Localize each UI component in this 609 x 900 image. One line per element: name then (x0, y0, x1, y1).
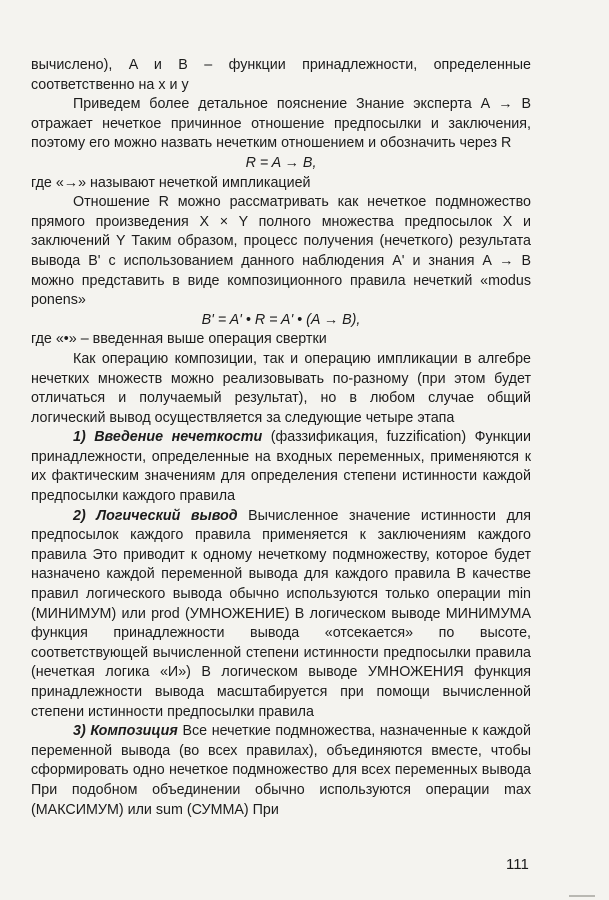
paragraph-stage-inference (31, 507, 531, 723)
paragraph-relation-r: Отношение R можно рассматривать как нечеткое подмножество прямого произведения X × Y полного множества предпосылок X и заключений Y Таким образом, процесс получения (нечеткого) результата вывода B' с использованием данного наблюдения A' и знания A → B можно представить в виде композиционного правила нечеткий «modus ponens» (31, 194, 531, 309)
heading-inference: 2) Логический вывод (73, 507, 238, 524)
page-edge-mark (569, 895, 595, 897)
text-fuzzification: (фаззификация, fuzzification) Функции принадлежности, определенные на входных переменных, применяются к их фактическим значениям для определения степени истинности каждой предпосылки каждого правила (31, 429, 531, 505)
page-number: 111 (506, 856, 529, 873)
paragraph-expert-knowledge: Приведем более детальное пояснение Знание эксперта A → B отражает нечеткое причинное отношение предпосылки и заключения, поэтому его можно назвать нечетким отношением и обозначить через R (31, 96, 531, 152)
paragraph-membership-functions: вычислено), A и B – функции принадлежности, определенные соответственно на x и y (31, 57, 531, 93)
page-body (31, 56, 531, 820)
paragraph-stage-fuzzification (31, 428, 531, 506)
paragraph-convolution-definition: где «•» – введенная выше операция свертки (31, 331, 327, 348)
paragraph-four-stages: Как операцию композиции, так и операцию импликации в алгебре нечетких множеств можно реализовывать по-разному (при этом будет отличаться и получаемый результат), но в любом случае общий логический вывод осуществляется за следующие четыре этапа (31, 350, 531, 426)
formula-composition: B' = A' • R = A' • (A → B), (201, 311, 361, 328)
formula-implication: R = A → B, (245, 154, 317, 171)
paragraph-stage-composition (31, 722, 531, 820)
text-composition: Все нечеткие подмножества, назначенные к каждой переменной вывода (во всех правилах), объединяются вместе, чтобы сформировать одно нечеткое подмножество для всех переменных вывода При подобном объединении обычно используются операции max (МАКСИМУМ) или sum (СУММА) При (31, 723, 531, 818)
text-inference: Вычисленное значение истинности для предпосылок каждого правила применяется к заключениям каждого правила Это приводит к одному нечеткому подмножеству, которое будет назначено каждой переменной вывода для каждого правила В качестве правил логического вывода обычно используются только операции min (МИНИМУМ) или prod (УМНОЖЕНИЕ) В логическом выводе МИНИМУМА функция принадлежности вывода «отсекается» по высоте, соответствующей вычисленной степени истинности предпосылки правила (нечеткая логика «И») В логическом выводе УМНОЖЕНИЯ функция принадлежности вывода масштабируется при помощи вычисленной степени истинности предпосылки правила (31, 507, 531, 720)
heading-fuzzification: 1) Введение нечеткости (73, 429, 263, 446)
paragraph-implication-definition: где «→» называют нечеткой импликацией (31, 174, 311, 191)
heading-composition: 3) Композиция (73, 723, 178, 740)
